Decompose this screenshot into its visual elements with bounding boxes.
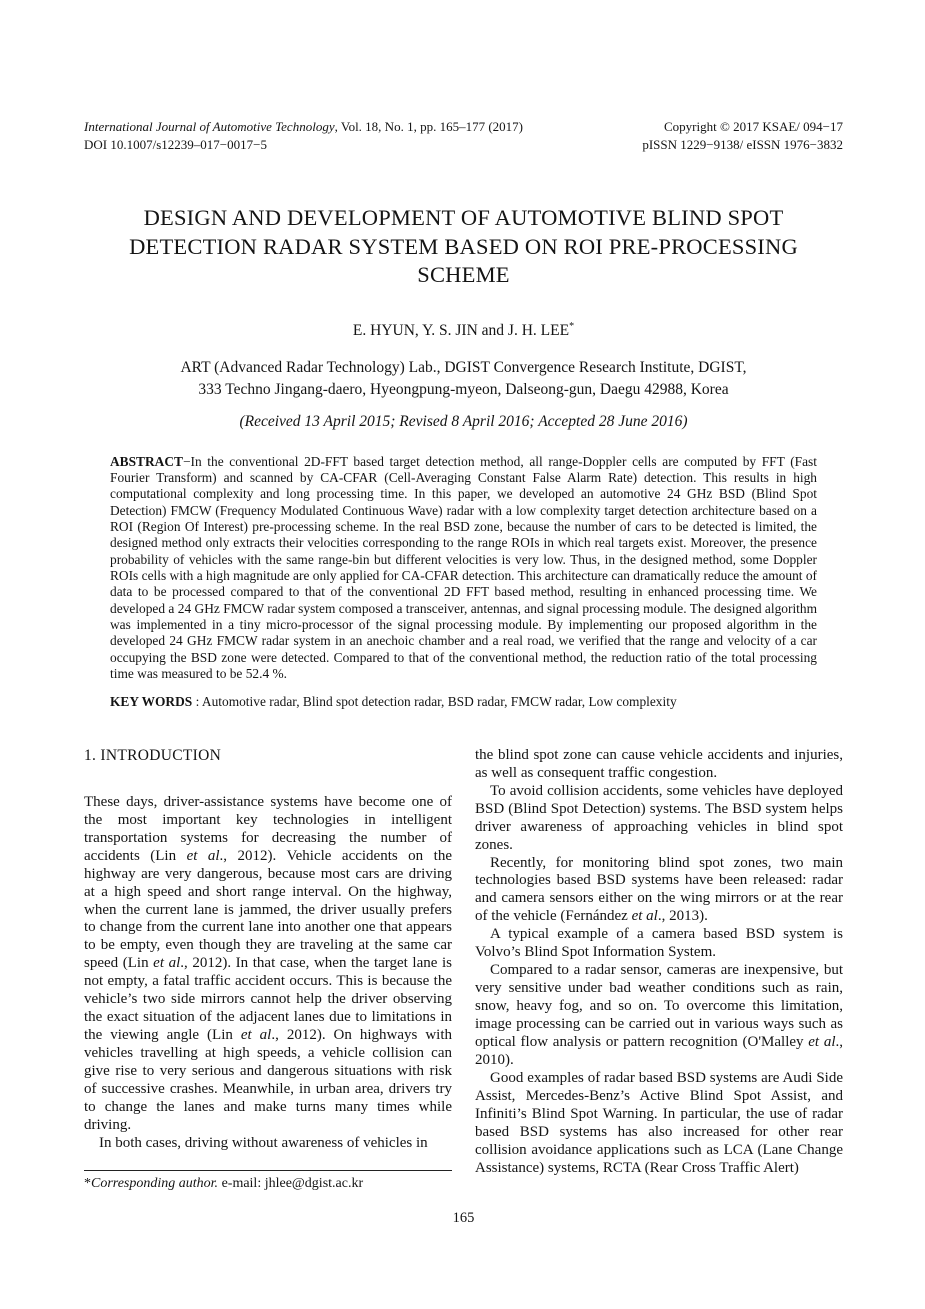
paragraph: Good examples of radar based BSD systems are Audi Side Assist, Mercedes-Benz’s Active Blind Spot Assist, and Infiniti’s Blind Spot Warning. In particular, the use of radar based BSD systems has also increased for other rear collision avoidance applications such as LCA (Lane Change Assistance) systems, RCTA (Rear Cross Traffic Alert) [475,1069,843,1176]
affiliation [84,357,843,402]
abstract-label: ABSTRACT [110,453,183,469]
abstract-text: −In the conventional 2D-FFT based target detection method, all range-Doppler cells are computed by FFT (Fast Fourier Transform) and scanned by CA-CFAR (Cell-Averaging Constant False Alarm Rate) detection. This results in high computational complexity and long processing time. In this paper, we developed an automotive 24 GHz BSD (Blind Spot Detection) FMCW (Frequency Modulated Continuous Wave) radar with a low complexity target detection architecture based on a ROI (Region Of Interest) pre-processing scheme. In the real BSD zone, because the number of cars to be detected is limited, the designed method only extracts their velocities corresponding to the range ROIs in which real targets exist. Moreover, the presence probability of vehicles with the same range-bin but different velocities is very low. Thus, in the designed method, some Doppler ROIs cells with a high magnitude are only applied for CA-CFAR detection. This architecture can dramatically reduce the amount of data to be processed compared to that of the conventional 2D FFT based method, resulting in enhanced processing time. We developed a 24 GHz FMCW radar system composed a transceiver, antennas, and signal processing module. The designed algorithm was implemented in a tiny micro-processor of the signal processing module. By implementing our proposed algorithm in the developed 24 GHz FMCW radar system in an anechoic chamber and a real road, we verified that the range and velocity of a car occupying the BSD zone were detected. Compared to that of the conventional method, the reduction ratio of the total processing time was measured to be 52.4 %. [110,453,817,682]
paragraph: Recently, for monitoring blind spot zones, two main technologies based BSD systems have been released: radar and camera sensors either on the wing mirrors or at the rear of the vehicle (Fernández et al., 2013). [475,854,843,925]
footnote [84,1170,452,1193]
footnote-text: *Corresponding author. e-mail: jhlee@dgist.ac.kr [84,1175,364,1191]
journal-volume-info: , Vol. 18, No. 1, pp. 165–177 (2017) [334,119,523,134]
keywords-label: KEY WORDS [110,694,193,710]
right-column [475,747,843,1193]
journal-header [84,118,843,153]
received-dates: (Received 13 April 2015; Revised 8 April 2016; Accepted 28 June 2016) [239,412,688,430]
affiliation-line-2: 333 Techno Jingang-daero, Hyeongpung-myeon, Dalseong-gun, Daegu 42988, Korea [198,381,729,399]
paragraph: These days, driver-assistance systems have become one of the most important key technologies in intelligent transportation systems for decreasing the number of accidents (Lin et al., 2012). Vehicle accidents on the highway are very dangerous, because most cars are driving at a high speed and short range interval. On the highway, when the current lane is jammed, the driver usually prefers to change from the current lane into another one that appears to be empty, even though they are traveling at the same car speed (Lin et al., 2012). In that case, when the target lane is not empty, a fatal traffic accident occurs. This is because the vehicle’s two side mirrors cannot help the driver observing the exact situation of the adjacent lanes due to limitations in the viewing angle (Lin et al., 2012). On highways with vehicles travelling at high speeds, a vehicle collision can give rise to very serious and dangerous situations with risk of successive crashes. Meanwhile, in urban area, drivers try to change the lanes and make turns many times while driving. [84,793,452,1133]
paper-title: DESIGN AND DEVELOPMENT OF AUTOMOTIVE BLIND SPOT DETECTION RADAR SYSTEM BASED ON ROI PRE-PROCESSING SCHEME [129,205,798,287]
paragraph: To avoid collision accidents, some vehicles have deployed BSD (Blind Spot Detection) systems. The BSD system helps driver awareness of approaching vehicles in blind spot zones. [475,782,843,853]
page-number: 165 [452,1209,475,1226]
journal-citation [84,118,523,153]
corresponding-author-asterisk: * [569,320,575,332]
paragraph: Compared to a radar sensor, cameras are inexpensive, but very sensitive under bad weather conditions such as rain, snow, heavy fog, and so on. To overcome this limitation, image processing can be carried out in various ways such as optical flow analysis or pattern recognition (O'Malley et al., 2010). [475,962,843,1069]
section-heading-introduction: 1. INTRODUCTION [84,746,222,764]
paragraph: the blind spot zone can cause vehicle accidents and injuries, as well as consequent traffic congestion. [475,746,843,781]
body-columns [84,747,843,1193]
abstract-section [110,454,817,683]
affiliation-line-1: ART (Advanced Radar Technology) Lab., DGIST Convergence Research Institute, DGIST, [180,358,747,376]
paragraph: A typical example of a camera based BSD system is Volvo’s Blind Spot Information System. [475,926,843,961]
copyright-block [642,118,843,153]
paragraph: In both cases, driving without awareness of vehicles in [99,1134,428,1151]
doi-text: DOI 10.1007/s12239–017−0017−5 [84,136,267,152]
keywords-text: : Automotive radar, Blind spot detection radar, BSD radar, FMCW radar, Low complexity [192,694,677,710]
footnote-rule [84,1170,452,1171]
journal-name: International Journal of Automotive Technology [84,119,335,134]
issn-text: pISSN 1229−9138/ eISSN 1976−3832 [642,136,843,152]
authors-line [84,321,843,340]
left-column [84,747,452,1193]
author-names: E. HYUN, Y. S. JIN and J. H. LEE [352,321,570,339]
copyright-text: Copyright © 2017 KSAE/ 094−17 [664,119,843,134]
keywords-section [110,694,817,710]
journal-name-line [84,118,523,136]
